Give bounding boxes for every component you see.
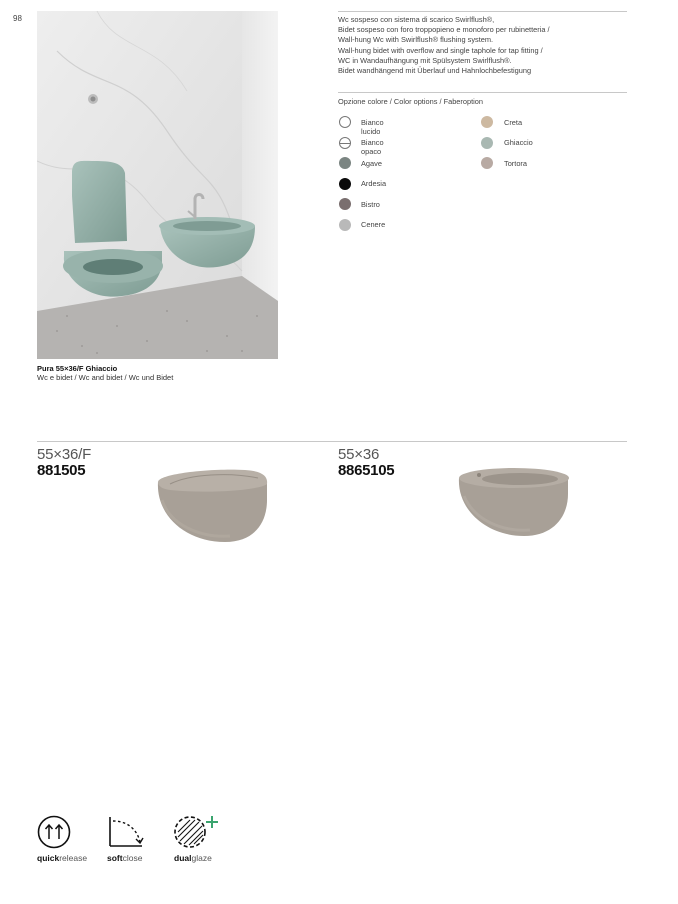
color-swatch-label: Bianco lucido bbox=[361, 117, 384, 136]
color-swatch-cenere bbox=[339, 219, 351, 231]
color-swatch-label: Bianco opaco bbox=[361, 138, 384, 156]
product-photo bbox=[37, 11, 278, 359]
color-swatch-label: Bistro bbox=[361, 199, 380, 209]
product-model-bidet: 55×36 bbox=[338, 446, 380, 463]
soft-close-icon bbox=[107, 815, 145, 854]
feature-dual-glaze-label: dualglaze bbox=[174, 853, 212, 863]
color-swatch-agave bbox=[339, 157, 351, 169]
color-swatch-ardesia bbox=[339, 178, 351, 190]
product-model-wc: 55×36/F bbox=[37, 446, 92, 463]
description-line: Wall-hung Wc with Swirlflush® flushing system. bbox=[338, 35, 494, 45]
color-swatch-bianco-opaco bbox=[339, 137, 351, 149]
description-line: Wall-hung bidet with overflow and single taphole for tap fitting / bbox=[338, 45, 543, 55]
color-swatch-bianco-lucido bbox=[339, 116, 351, 128]
description-line: Bidet wandhängend mit Überlauf und Hahnlochbefestigung bbox=[338, 66, 532, 76]
product-description bbox=[338, 15, 628, 76]
color-options-divider bbox=[338, 92, 627, 93]
description-divider bbox=[338, 11, 627, 12]
color-swatch-bistro bbox=[339, 198, 351, 210]
color-swatch-label: Agave bbox=[361, 158, 382, 168]
page-number: 98 bbox=[13, 14, 22, 23]
photo-caption-title: Pura 55×36/F Ghiaccio bbox=[37, 364, 118, 373]
bidet-product-image bbox=[452, 458, 577, 548]
color-swatch-label: Ghiaccio bbox=[504, 138, 533, 147]
products-divider bbox=[37, 441, 627, 442]
color-swatch-label: Ardesia bbox=[361, 179, 387, 188]
photo-caption-subtitle: Wc e bidet / Wc and bidet / Wc und Bidet bbox=[37, 373, 174, 382]
dual-glaze-icon bbox=[172, 810, 222, 855]
product-code-bidet: 8865105 bbox=[338, 462, 395, 479]
quick-release-icon bbox=[37, 815, 71, 854]
bathroom-scene-image bbox=[37, 11, 278, 359]
wc-product-image bbox=[150, 460, 275, 555]
color-swatch-tortora bbox=[481, 157, 493, 169]
color-swatch-label: Creta bbox=[504, 117, 523, 127]
product-code-wc: 881505 bbox=[37, 462, 86, 479]
feature-quick-release-label: quickrelease bbox=[37, 853, 88, 863]
description-line: WC in Wandaufhängung mit Spülsystem Swirlflush®. bbox=[338, 55, 512, 65]
color-swatch-label: Tortora bbox=[504, 158, 528, 168]
feature-soft-close-label: softclose bbox=[107, 853, 143, 863]
color-swatch-label: Cenere bbox=[361, 220, 386, 229]
description-line: Bidet sospeso con foro troppopieno e monoforo per rubinetteria / bbox=[338, 25, 550, 35]
description-line: Wc sospeso con sistema di scarico Swirlflush®, bbox=[338, 15, 495, 24]
color-options-title: Opzione colore / Color options / Faberoption bbox=[338, 97, 484, 106]
color-swatch-ghiaccio bbox=[481, 137, 493, 149]
color-swatch-creta bbox=[481, 116, 493, 128]
